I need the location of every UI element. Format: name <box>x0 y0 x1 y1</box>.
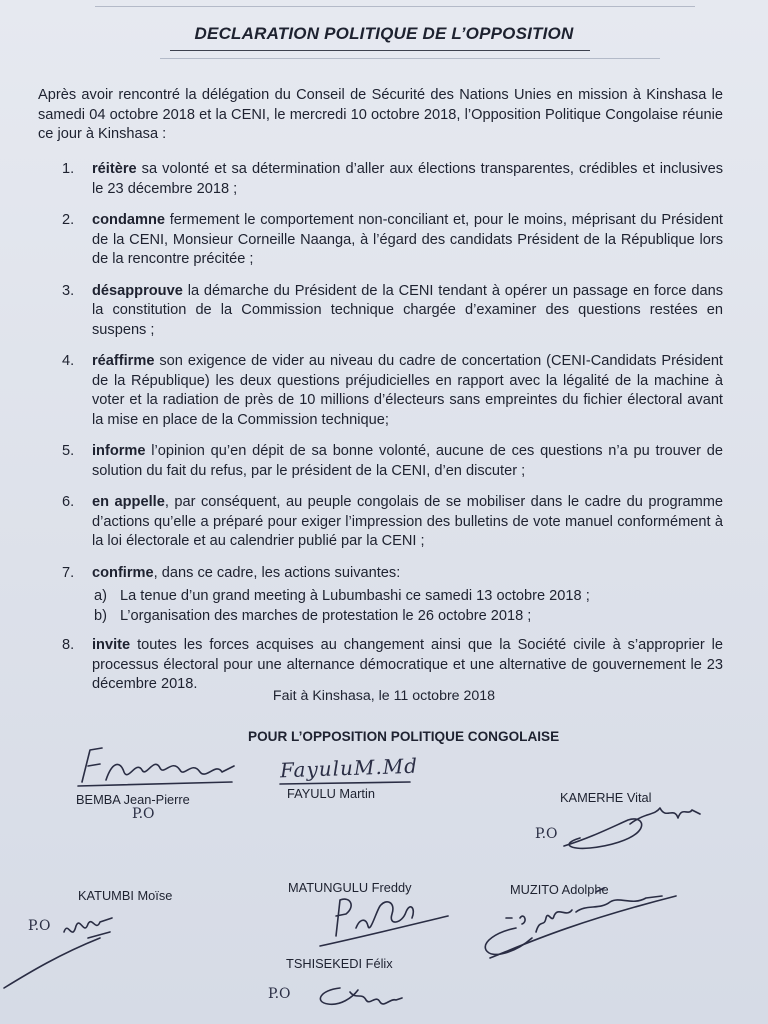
muzito-signature <box>476 888 686 968</box>
item-number: 5. <box>62 443 75 459</box>
proxy-mark: P.O <box>28 918 51 934</box>
item-text: , dans ce cadre, les actions suivantes: <box>153 564 401 581</box>
signer-name-bemba: BEMBA Jean-Pierre <box>76 792 190 807</box>
place-date-line: Fait à Kinshasa, le 11 octobre 2018 <box>272 688 496 704</box>
item-verb: invite <box>92 637 131 653</box>
signer-name-fayulu: FAYULU Martin <box>287 786 375 801</box>
item-number: 7. <box>62 564 75 581</box>
signer-name-tshisekedi: TSHISEKEDI Félix <box>286 956 393 971</box>
item-text: l’opinion qu’en dépit de sa bonne volonté, aucune de ces questions n’a pu trouver de solution du fait du refus, par le président de la CENI, d’en discuter ; <box>92 443 723 479</box>
item-text: la démarche du Président de la CENI tendant à opérer un passage en force dans la constitution de la Commission technique chargée d’examiner des questions restées en suspens ; <box>92 282 723 338</box>
list-item <box>40 636 723 695</box>
katumbi-signature <box>0 902 130 992</box>
item-verb: désapprouve <box>92 282 183 299</box>
sub-item-letter: a) <box>94 588 107 604</box>
signer-name-kamerhe: KAMERHE Vital <box>560 790 652 805</box>
item-verb: confirme <box>92 564 154 581</box>
item-text: toutes les forces acquises au changement ainsi que la Société civile à s’approprier le processus électoral pour une alternance démocratique et une alternative de gouvernement le 23 décembre 2018. <box>92 637 723 692</box>
title-underline <box>170 50 590 51</box>
signer-name-katumbi: KATUMBI Moïse <box>78 888 173 903</box>
item-number: 6. <box>62 494 75 510</box>
item-text: sa volonté et sa détermination d’aller aux élections transparentes, crédibles et inclusives le 23 décembre 2018 ; <box>92 161 723 197</box>
item-verb: condamne <box>92 212 165 228</box>
bemba-signature <box>72 742 242 792</box>
list-item <box>40 282 723 341</box>
item-number: 3. <box>62 282 75 299</box>
item-number: 8. <box>62 637 75 653</box>
item-number: 1. <box>62 161 75 177</box>
signer-name-matungulu: MATUNGULU Freddy <box>288 880 412 895</box>
signatories-heading: POUR L’OPPOSITION POLITIQUE CONGOLAISE <box>248 729 560 744</box>
list-item <box>40 493 723 552</box>
item-verb: réitère <box>92 161 137 177</box>
declaration-list <box>40 160 723 695</box>
list-item <box>40 160 723 199</box>
top-rule <box>95 6 695 7</box>
document-title: DECLARATION POLITIQUE DE L’OPPOSITION <box>194 24 574 43</box>
divider <box>160 58 660 59</box>
item-verb: informe <box>92 443 146 459</box>
sub-item-text: L’organisation des marches de protestation le 26 octobre 2018 ; <box>120 607 532 624</box>
kamerhe-signature <box>550 798 720 858</box>
proxy-mark: P.O <box>268 986 291 1002</box>
sub-item-text: La tenue d’un grand meeting à Lubumbashi ce samedi 13 octobre 2018 ; <box>120 588 590 604</box>
tshisekedi-signature <box>310 978 420 1018</box>
item-verb: en appelle <box>92 494 165 510</box>
intro-paragraph: Après avoir rencontré la délégation du Conseil de Sécurité des Nations Unies en mission à Kinshasa le samedi 04 octobre 2018 et la CENI, le mercredi 10 octobre 2018, l’Opposition Politique Congolaise réunie ce jour à Kinshasa : <box>38 87 723 142</box>
signer-name-muzito: MUZITO Adolphe <box>510 882 609 897</box>
item-text: fermement le comportement non-conciliant et, pour le moins, méprisant du Président de la CENI, Monsieur Corneille Naanga, à l’égard des candidats Président de la République lors de la rencontre précitée ; <box>92 212 723 267</box>
item-number: 2. <box>62 212 75 228</box>
sub-item <box>92 587 723 607</box>
fayulu-handwritten-signature: FayuluM.Md <box>279 753 419 783</box>
item-verb: réaffirme <box>92 353 155 369</box>
sub-item-letter: b) <box>94 607 107 624</box>
item-text: son exigence de vider au niveau du cadre de concertation (CENI-Candidats Président de la République) les deux questions préjudicielles en rapport avec la légalité de la machine à voter et la radiation de près de 10 millions d’électeurs sans empreintes du fichier électoral avant la mise en place de la Commission technique; <box>92 353 723 428</box>
proxy-mark: P.O <box>132 806 155 822</box>
action-sublist <box>92 587 723 626</box>
proxy-mark: P.O <box>535 826 558 842</box>
matungulu-signature <box>316 892 456 952</box>
item-number: 4. <box>62 353 75 369</box>
item-text: , par conséquent, au peuple congolais de se mobiliser dans le cadre du programme d’actions qu’elle a préparé pour exiger l’impression des bulletins de vote manuel conformément à la loi électorale et au calendrier publié par la CENI ; <box>92 494 723 549</box>
list-item <box>40 352 723 430</box>
list-item <box>40 211 723 270</box>
list-item <box>40 442 723 481</box>
sub-item <box>92 607 723 627</box>
list-item <box>40 564 723 627</box>
